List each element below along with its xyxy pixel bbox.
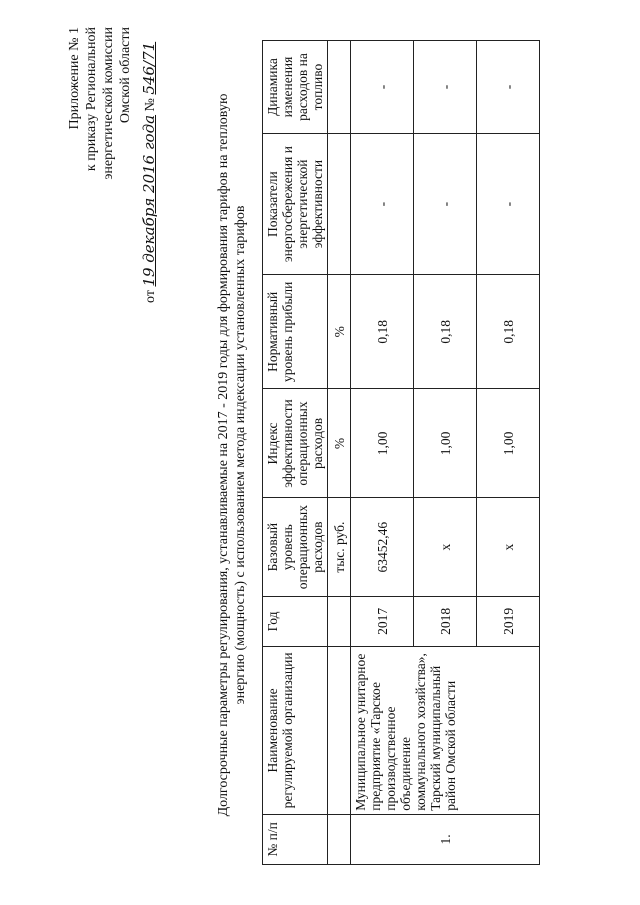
unit-fuel — [328, 41, 351, 134]
order-number-handwritten: 546/71 — [140, 41, 158, 95]
unit-base: тыс. руб. — [328, 498, 351, 596]
unit-energy — [328, 134, 351, 275]
order-reference — [140, 33, 159, 303]
row-index: 1,00 — [351, 389, 414, 498]
row-fuel: - — [351, 41, 414, 134]
org-number: 1. — [351, 814, 540, 864]
row-year: 2017 — [351, 596, 414, 646]
header-energy: Показатели энергосбережения и энергетической эффективности — [263, 134, 328, 275]
unit-year — [328, 596, 351, 646]
unit-norm: % — [328, 275, 351, 389]
appendix-line-2: к приказу Региональной — [84, 27, 99, 172]
row-base: 63452,46 — [351, 498, 414, 596]
row-energy: - — [477, 134, 540, 275]
appendix-line-3: энергетической комиссии — [101, 27, 116, 180]
table-units-row — [328, 41, 351, 865]
row-fuel: - — [414, 41, 477, 134]
order-date-handwritten: 19 декабря 2016 года — [140, 114, 158, 287]
title-line-2: энергию (мощность) с использованием метода индексации установленных тарифов — [233, 205, 248, 705]
appendix-header — [66, 27, 134, 237]
parameters-table — [262, 40, 540, 865]
row-year: 2018 — [414, 596, 477, 646]
header-base: Базовый уровень операционных расходов — [263, 498, 328, 596]
row-energy: - — [351, 134, 414, 275]
unit-org — [328, 647, 351, 815]
title-line-1: Долгосрочные параметры регулирования, устанавливаемые на 2017 - 2019 годы для формирования тарифов на тепловую — [216, 93, 231, 817]
unit-num — [328, 814, 351, 864]
row-energy: - — [414, 134, 477, 275]
row-norm: 0,18 — [351, 275, 414, 389]
appendix-number: Приложение № 1 — [67, 27, 82, 130]
unit-index: % — [328, 389, 351, 498]
row-base: х — [414, 498, 477, 596]
row-fuel: - — [477, 41, 540, 134]
row-index: 1,00 — [477, 389, 540, 498]
header-fuel: Динамика изменения расходов на топливо — [263, 41, 328, 134]
table-row — [351, 41, 414, 865]
document-title — [215, 45, 249, 865]
row-index: 1,00 — [414, 389, 477, 498]
order-prefix: от — [143, 290, 158, 303]
header-num: № п/п — [263, 814, 328, 864]
appendix-line-4: Омской области — [118, 27, 133, 124]
row-base: х — [477, 498, 540, 596]
header-norm: Нормативный уровень прибыли — [263, 275, 328, 389]
org-name: Муниципальное унитарное предприятие «Тарское производственное объединение коммунального хозяйства», Тарский муниципальный район Омской области — [351, 647, 540, 815]
order-number-prefix: № — [143, 98, 158, 112]
header-org: Наименование регулируемой организации — [263, 647, 328, 815]
table-header-row — [263, 41, 328, 865]
header-year: Год — [263, 596, 328, 646]
row-year: 2019 — [477, 596, 540, 646]
header-index: Индекс эффективности операционных расходов — [263, 389, 328, 498]
row-norm: 0,18 — [414, 275, 477, 389]
row-norm: 0,18 — [477, 275, 540, 389]
